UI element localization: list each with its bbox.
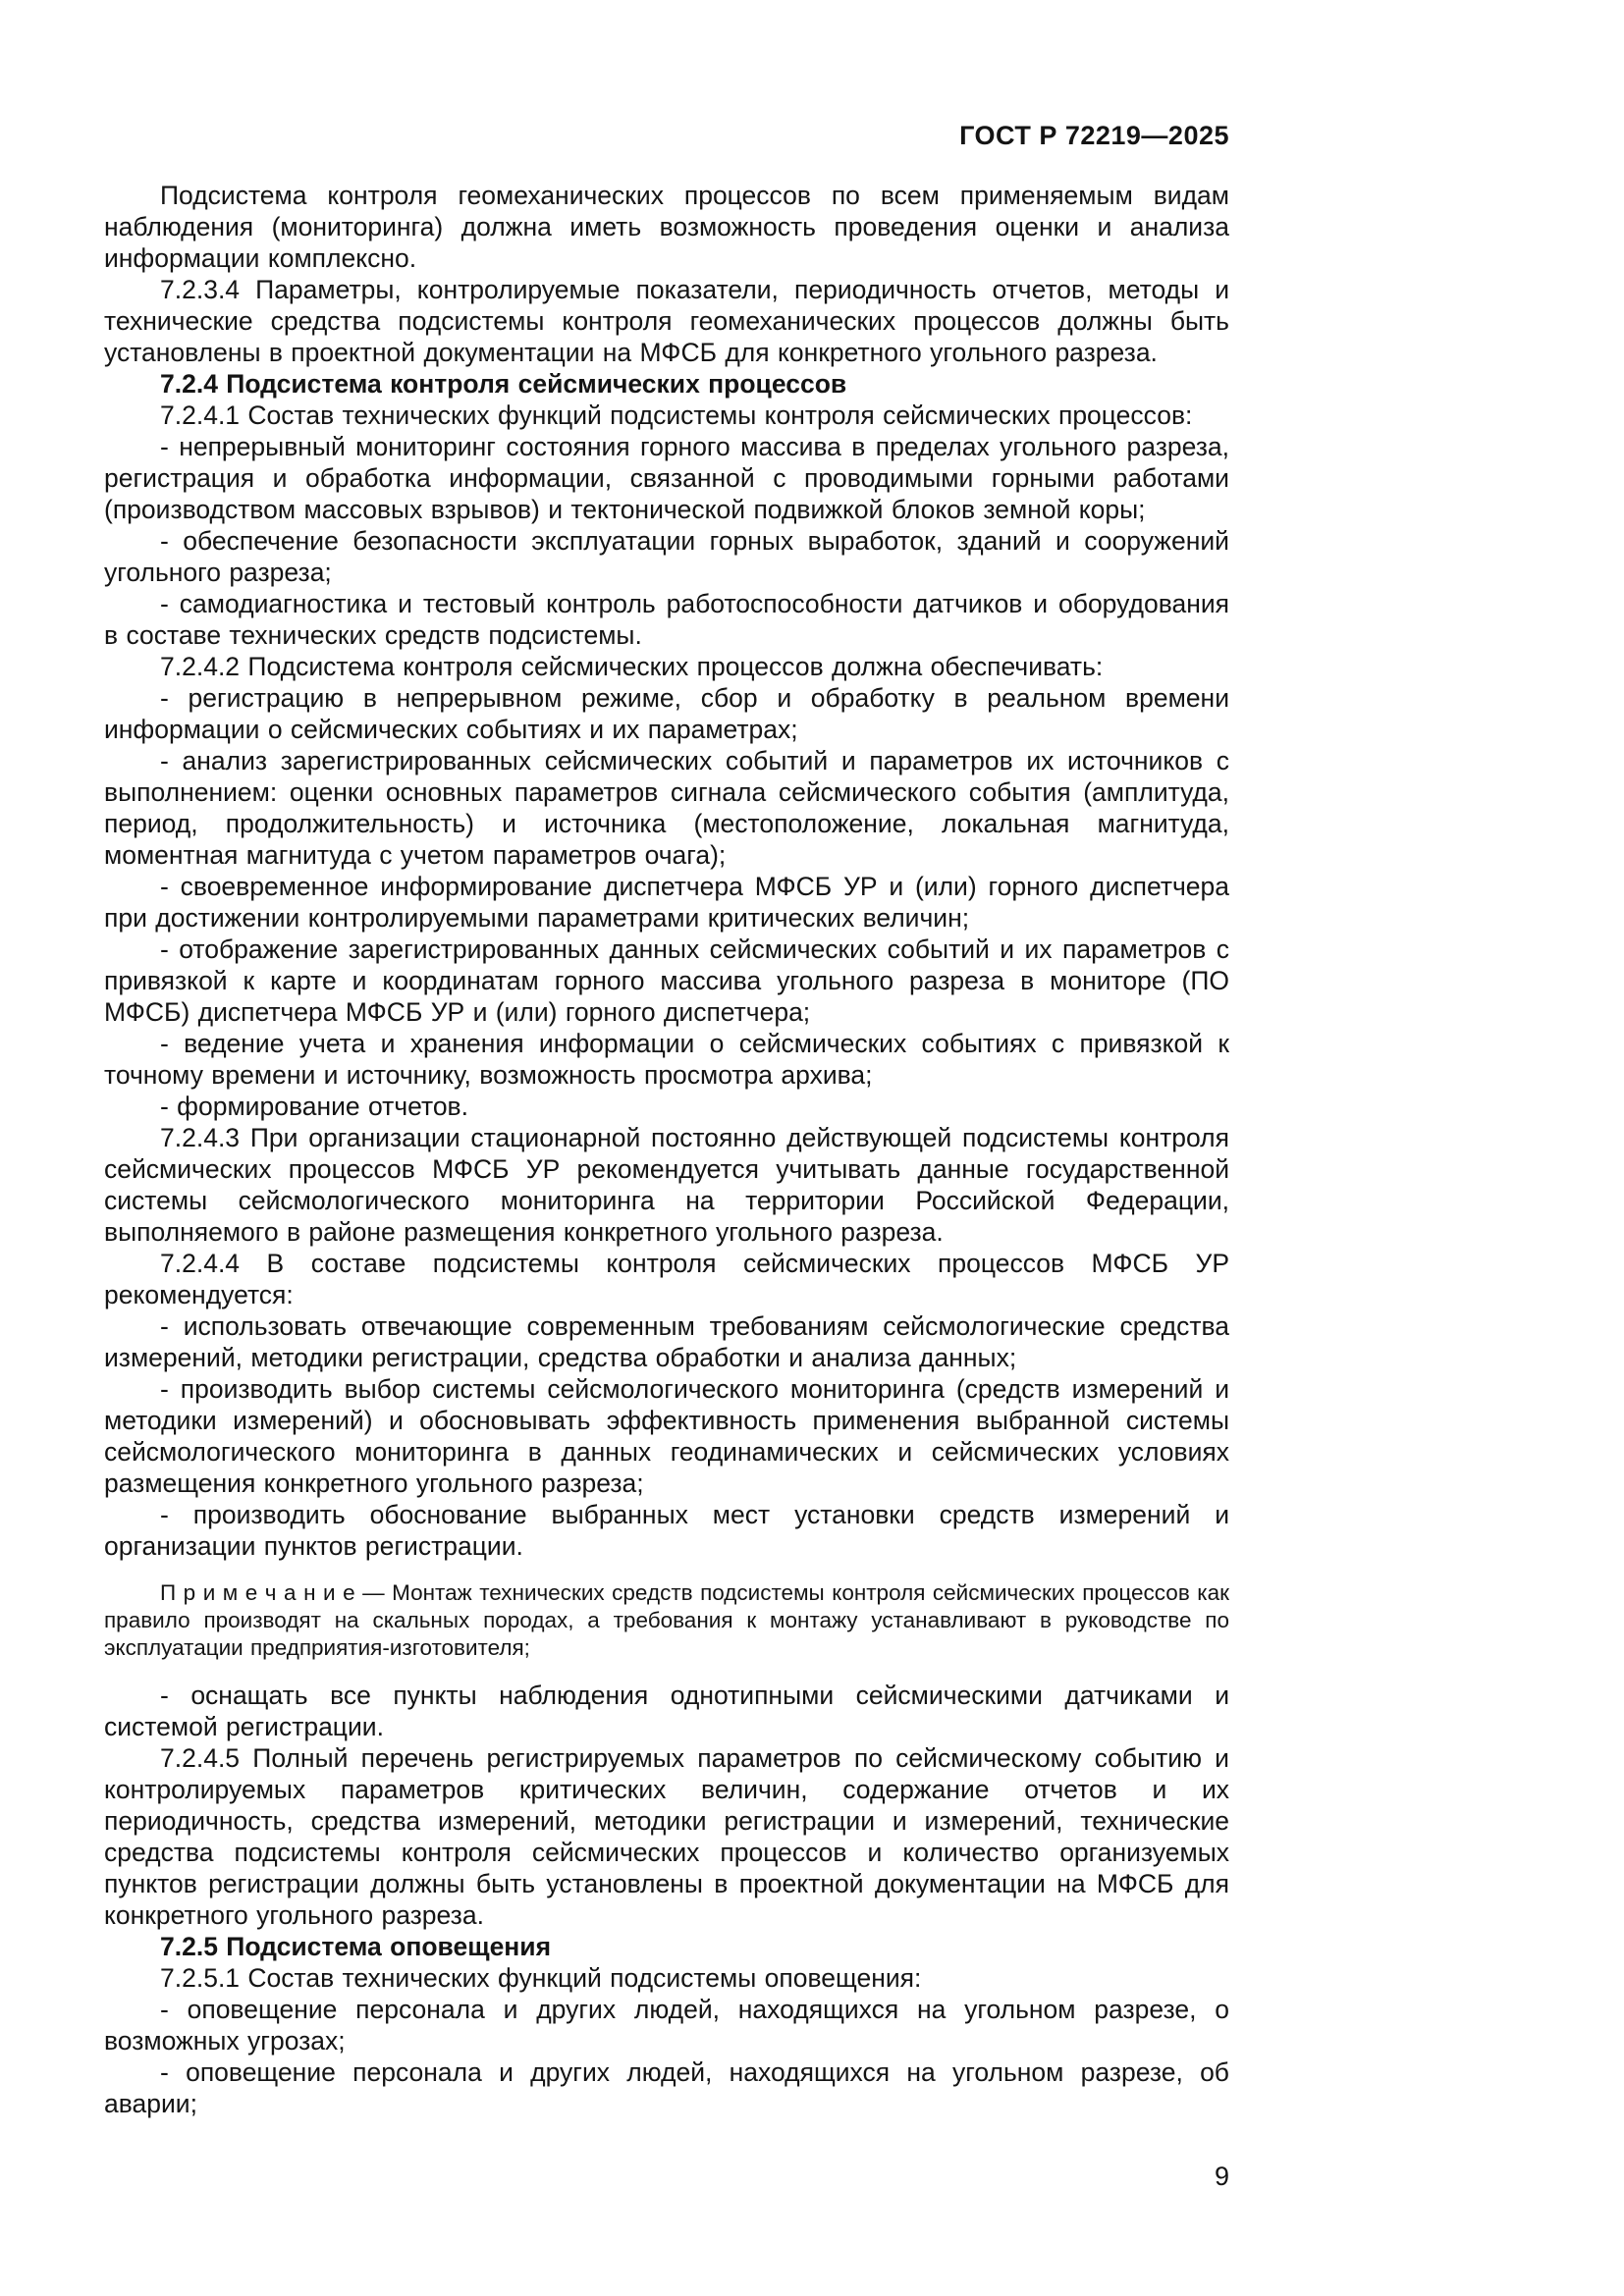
paragraph: - оповещение персонала и других людей, находящихся на угольном разрезе, об аварии;	[104, 2057, 1229, 2118]
section-heading: 7.2.4 Подсистема контроля сейсмических процессов	[160, 369, 847, 399]
paragraph: - обеспечение безопасности эксплуатации горных выработок, зданий и сооружений угольного разреза;	[104, 526, 1229, 587]
paragraph: - регистрацию в непрерывном режиме, сбор и обработку в реальном времени информации о сейсмических событиях и их параметрах;	[104, 683, 1229, 744]
paragraph: 7.2.4.2 Подсистема контроля сейсмических процессов должна обеспечивать:	[160, 652, 1104, 681]
document-body	[104, 180, 1229, 2119]
page-number: 9	[1214, 2162, 1229, 2191]
paragraph: - использовать отвечающие современным требованиям сейсмологические средства измерений, методики регистрации, средства обработки и анализа данных;	[104, 1311, 1229, 1372]
note-paragraph: П р и м е ч а н и е — Монтаж технических средств подсистемы контроля сейсмических процессов как правило производят на скальных породах, а требования к монтажу устанавливают в руководстве по эксплуатации предприятия-изготовителя;	[104, 1580, 1229, 1660]
section-heading: 7.2.5 Подсистема оповещения	[160, 1932, 552, 1961]
paragraph: Подсистема контроля геомеханических процессов по всем применяемым видам наблюдения (мониторинга) должна иметь возможность проведения оценки и анализа информации комплексно.	[104, 181, 1229, 273]
page-content	[104, 0, 1229, 2192]
paragraph: - оснащать все пункты наблюдения однотипными сейсмическими датчиками и системой регистрации.	[104, 1681, 1229, 1741]
paragraph: - своевременное информирование диспетчера МФСБ УР и (или) горного диспетчера при достижении контролируемыми параметрами критических величин;	[104, 872, 1229, 933]
paragraph: 7.2.3.4 Параметры, контролируемые показатели, периодичность отчетов, методы и технические средства подсистемы контроля геомеханических процессов должны быть установлены в проектной документации на МФСБ для конкретного угольного разреза.	[104, 275, 1229, 367]
paragraph: - отображение зарегистрированных данных сейсмических событий и их параметров с привязкой к карте и координатам горного массива угольного разреза в мониторе (ПО МФСБ) диспетчера МФСБ УР и (или) горного диспетчера;	[104, 934, 1229, 1027]
paragraph: - производить обоснование выбранных мест установки средств измерений и организации пунктов регистрации.	[104, 1500, 1229, 1561]
paragraph: - производить выбор системы сейсмологического мониторинга (средств измерений и методики измерений) и обосновывать эффективность применения выбранной системы сейсмологического мониторинга в данных геодинамических и сейсмических условиях размещения конкретного угольного разреза;	[104, 1374, 1229, 1498]
paragraph: - анализ зарегистрированных сейсмических событий и параметров их источников с выполнением: оценки основных параметров сигнала сейсмического события (амплитуда, период, продолжительность) и источника (местоположение, локальная магнитуда, моментная магнитуда с учетом параметров очага);	[104, 746, 1229, 870]
paragraph: 7.2.5.1 Состав технических функций подсистемы оповещения:	[160, 1963, 922, 1993]
paragraph: 7.2.4.5 Полный перечень регистрируемых параметров по сейсмическому событию и контролируемых параметров критических величин, содержание отчетов и их периодичность, средства измерений, методики регистрации и измерений, технические средства подсистемы контроля сейсмических процессов и количество организуемых пунктов регистрации должны быть установлены в проектной документации на МФСБ для конкретного угольного разреза.	[104, 1743, 1229, 1930]
paragraph: 7.2.4.4 В составе подсистемы контроля сейсмических процессов МФСБ УР рекомендуется:	[104, 1249, 1229, 1309]
paragraph: - оповещение персонала и других людей, находящихся на угольном разрезе, о возможных угрозах;	[104, 1995, 1229, 2056]
paragraph: - формирование отчетов.	[160, 1092, 468, 1121]
paragraph: 7.2.4.1 Состав технических функций подсистемы контроля сейсмических процессов:	[160, 400, 1193, 430]
paragraph: 7.2.4.3 При организации стационарной постоянно действующей подсистемы контроля сейсмических процессов МФСБ УР рекомендуется учитывать данные государственной системы сейсмологического мониторинга на территории Российской Федерации, выполняемого в районе размещения конкретного угольного разреза.	[104, 1123, 1229, 1247]
document-title-header: ГОСТ Р 72219—2025	[959, 121, 1229, 150]
paragraph: - самодиагностика и тестовый контроль работоспособности датчиков и оборудования в составе технических средств подсистемы.	[104, 589, 1229, 650]
paragraph: - ведение учета и хранения информации о сейсмических событиях с привязкой к точному времени и источнику, возможность просмотра архива;	[104, 1029, 1229, 1090]
paragraph: - непрерывный мониторинг состояния горного массива в пределах угольного разреза, регистрация и обработка информации, связанной с проводимыми горными работами (производством массовых взрывов) и тектонической подвижкой блоков земной коры;	[104, 432, 1229, 524]
